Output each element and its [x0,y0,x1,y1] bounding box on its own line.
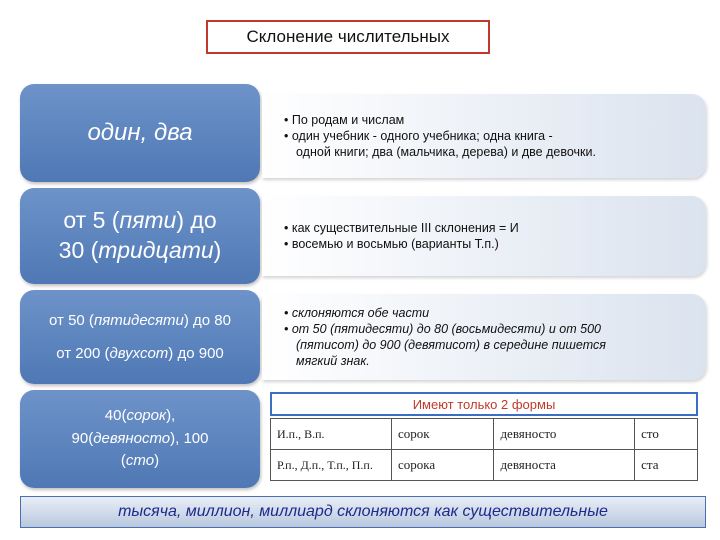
forms-table [270,418,698,481]
row2-left-line1 [63,206,216,236]
text-part: 40( [104,407,127,425]
row1-bullet-1: • По родам и числам [284,112,405,127]
text-italic-part: тридцати [98,237,214,263]
text-part: ) до 900 [168,345,224,362]
row1-left-label [20,84,260,182]
text-italic-part: сорок [126,407,167,425]
row4-left-line2 [72,428,209,451]
row1-bullet-2: • один учебник - одного учебника; одна книга - [284,128,553,143]
row3-bullet-1: • склоняются обе части [284,305,430,320]
row2-bullet-1: • как существительные III склонения = И [284,220,519,235]
row3-bullet-2: • от 50 (пятидесяти) до 80 (восьмидесяти) и от 500 [284,321,601,336]
text-part: ), 100 [170,429,209,447]
row2-left-label [20,188,260,284]
row1-right-text [262,94,706,178]
text-part: ) [154,452,160,470]
row2-bullet-2: • восемью и восьмью (варианты Т.п.) [284,237,499,251]
two-forms-label: Имеют только 2 формы [270,392,698,416]
row3-bullet-2-cont1: (пятисот) до 900 (девятисот) в середине пишется [296,338,606,352]
table-row [271,450,698,481]
row1-bullet-2-cont: одной книги; два (мальчика, дерева) и две девочки. [296,145,596,160]
row2-left-line2 [59,236,222,266]
row3-left-label [20,290,260,384]
text-italic-part: пяти [119,207,177,234]
table-cell: сорок [392,419,494,450]
table-cell: Р.п., Д.п., Т.п., П.п. [271,450,392,481]
row3-right-text [262,294,706,380]
text-part: от 200 ( [56,345,110,362]
bottom-note: тысяча, миллион, миллиард склоняются как существительные [20,496,706,528]
text-italic-part: пятидесяти [93,312,184,329]
row4-left-line3 [121,450,159,473]
text-part: 90( [71,429,94,447]
row1-left-text: один, два [87,119,193,146]
text-part: ) [213,237,222,263]
text-part: от 5 ( [63,207,120,234]
table-cell: девяносто [494,419,635,450]
table-cell: сорока [392,450,494,481]
text-part: ) до [176,207,217,234]
text-part: от 50 ( [49,312,94,329]
text-part: ( [120,452,126,470]
row3-left-line1 [49,304,231,337]
slide-title: Склонение числительных [206,20,490,54]
row4-left-label [20,390,260,488]
row4-left-line1 [105,405,175,428]
table-cell: сто [635,419,698,450]
text-part: ) до 80 [183,312,231,329]
table-cell: ста [635,450,698,481]
table-cell: И.п., В.п. [271,419,392,450]
text-italic-part: двухсот [109,345,169,362]
table-row [271,419,698,450]
text-italic-part: сто [125,452,155,470]
row2-right-text [262,196,706,276]
text-part: ), [166,407,176,425]
text-italic-part: девяносто [93,429,171,447]
row3-bullet-2-cont2: мягкий знак. [296,354,370,369]
text-part: 30 ( [58,237,99,263]
table-cell: девяноста [494,450,635,481]
row3-left-line2 [56,337,224,370]
